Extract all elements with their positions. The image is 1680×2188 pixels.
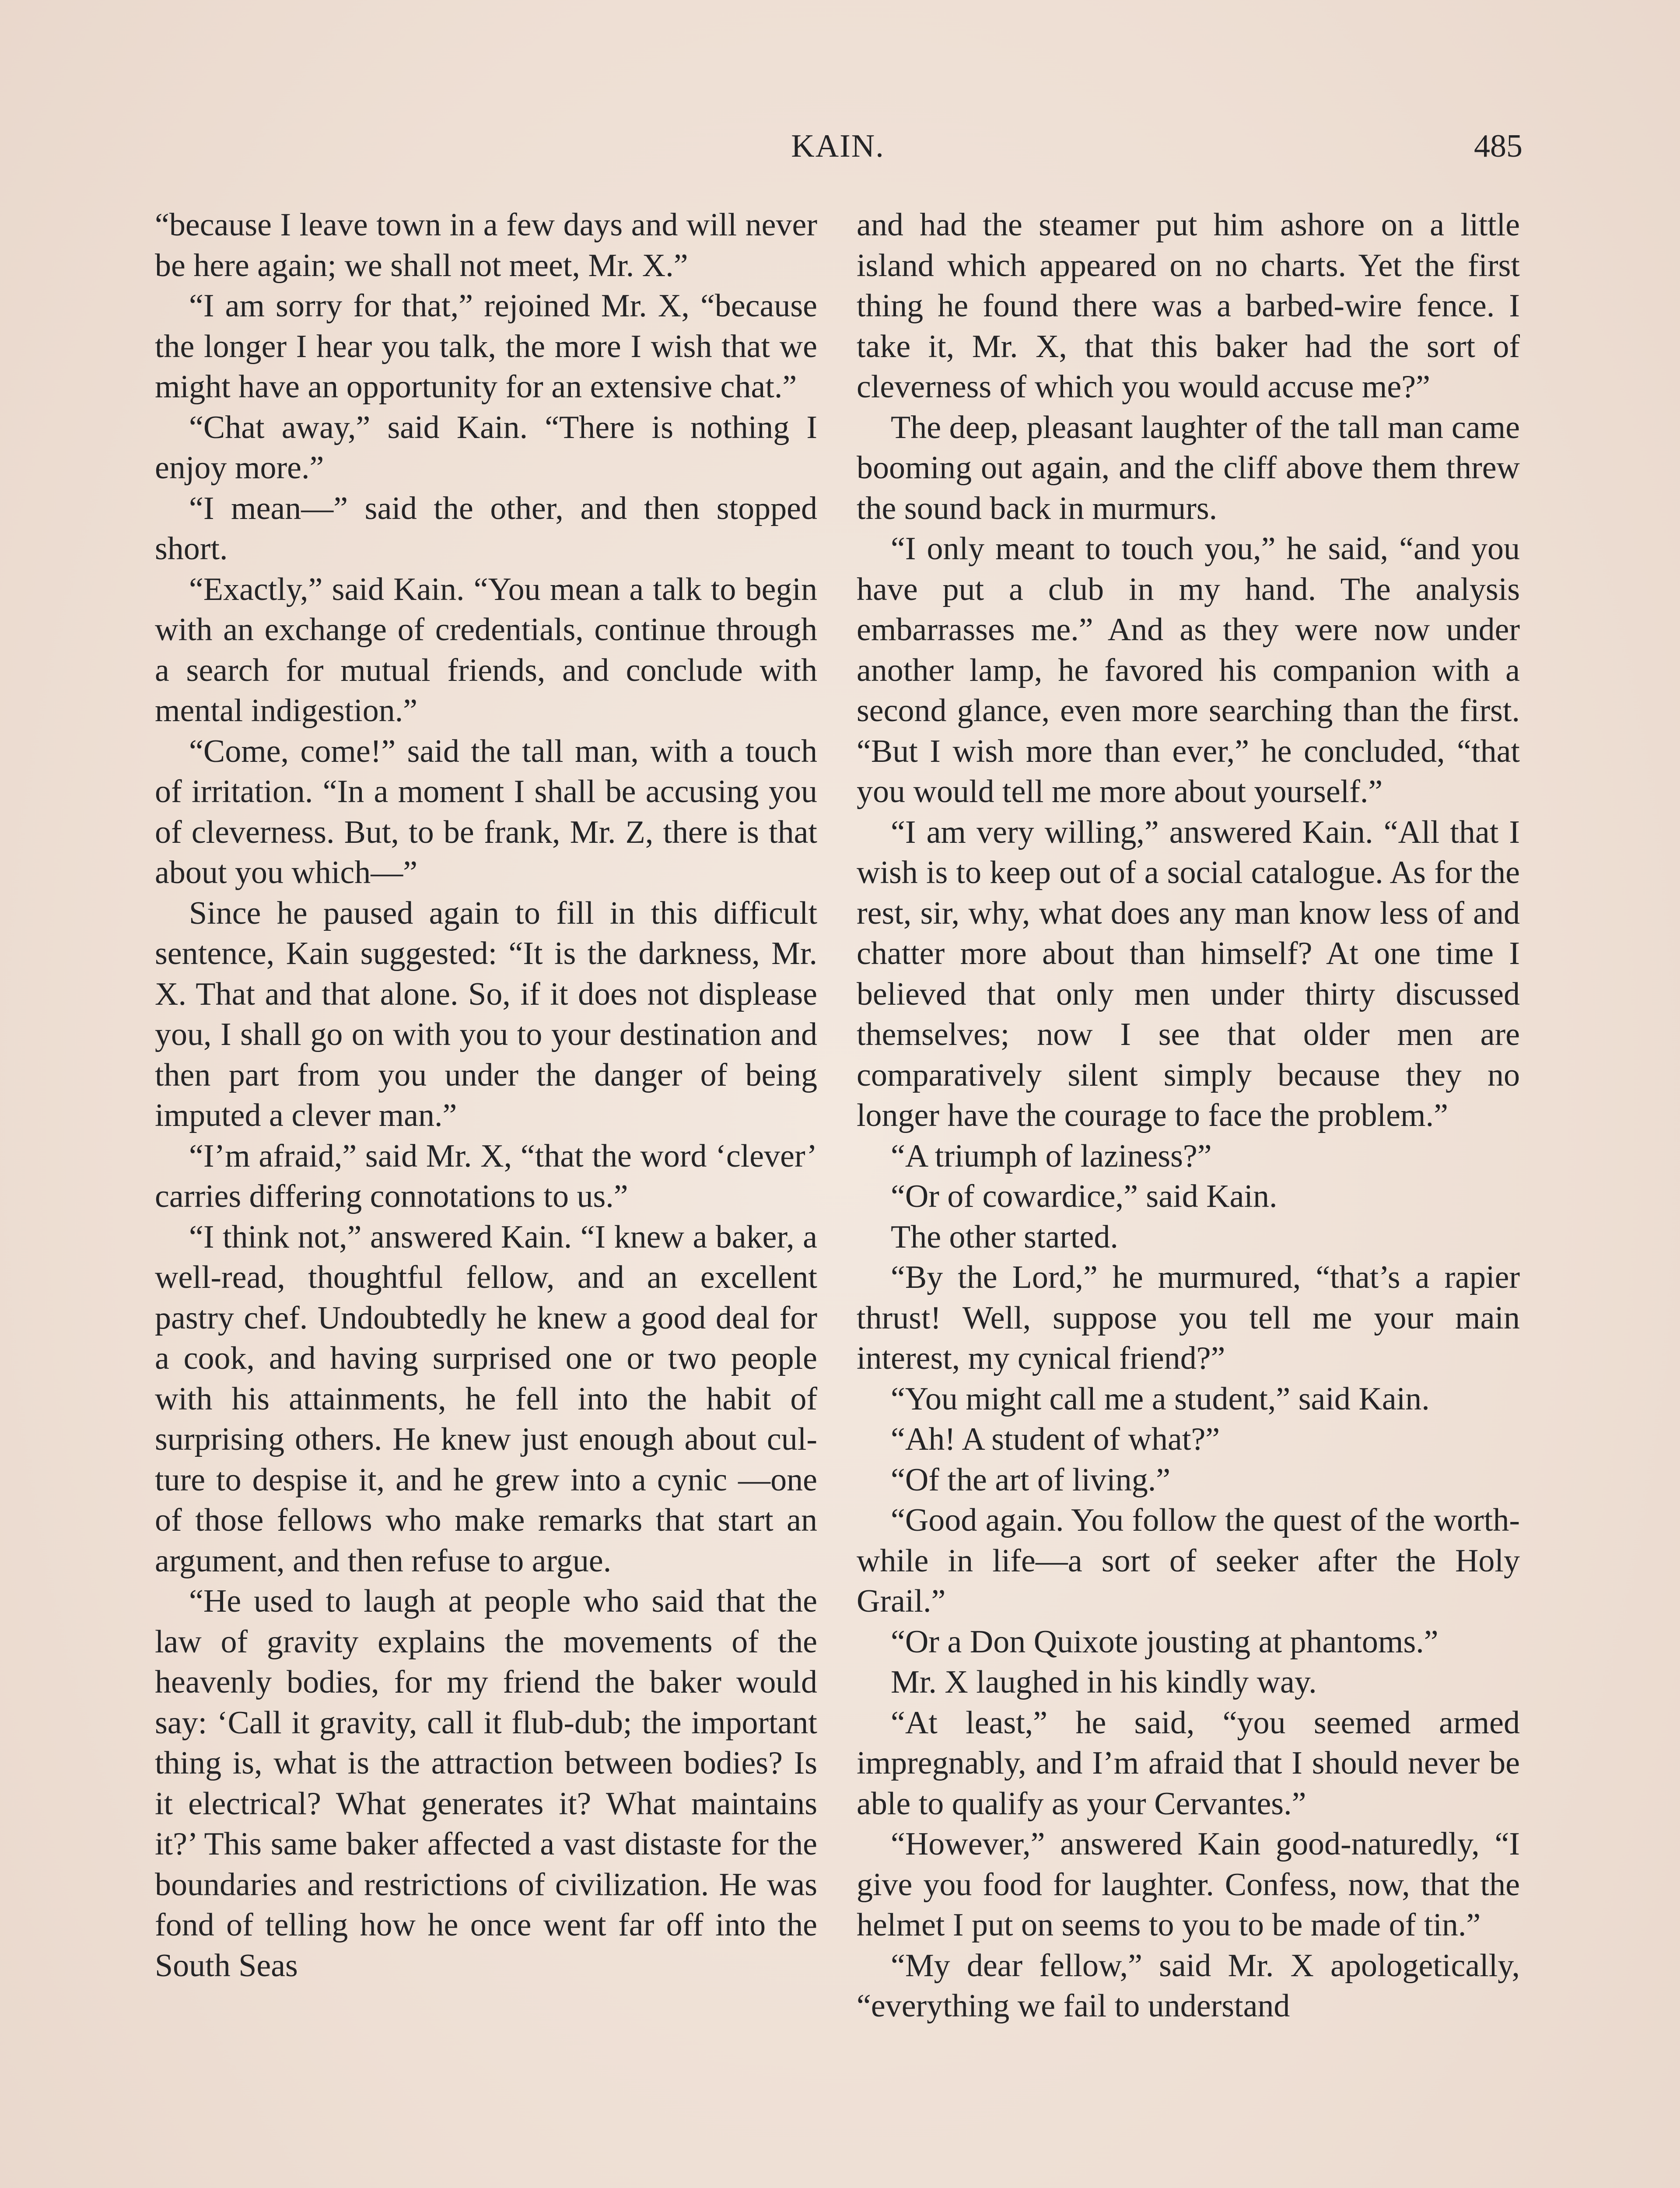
paragraph: “A triumph of laziness?” <box>891 1138 1212 1174</box>
paragraph: “Or of cowardice,” said Kain. <box>891 1178 1278 1214</box>
page-number: 485 <box>1474 128 1522 164</box>
paragraph: “He used to laugh at people who said that the law of gravity explains the movements of the heavenly bodies, for my friend the baker would say: ‘Call it gravity, call it flub-dub; the important thing is, what is the attraction between bodies? Is it electrical? What generates it? What maintains it?’ This same baker affected a vast distaste for the boundaries and restrictions of civilization. He was fond of telling how he once went far off into the South Seas <box>155 1583 817 1984</box>
paragraph: “Of the art of living.” <box>891 1462 1171 1498</box>
paragraph: Since he paused again to fill in this difficult sentence, Kain suggested: “It is the darkness, Mr. X. That and that alone. So, if it does not displease you, I shall go on with you to your destination and then part from you under the danger of being imputed a clever man.” <box>155 895 817 1133</box>
paragraph: “Exactly,” said Kain. “You mean a talk to begin with an exchange of credentials, continue through a search for mutual friends, and conclude with mental indigestion.” <box>155 571 817 729</box>
paragraph: “Chat away,” said Kain. “There is nothing I enjoy more.” <box>155 409 817 486</box>
paragraph: and had the steamer put him ashore on a little island which appeared on no charts. Yet the first thing he found there was a barbed-wire fence. I take it, Mr. X, that this baker had the sort of cleverness of which you would accuse me?” <box>857 207 1520 405</box>
paragraph: “However,” answered Kain good-naturedly, “I give you food for laughter. Confess, now, that the helmet I put on seems to you to be made of tin.” <box>857 1826 1520 1943</box>
paragraph: “Or a Don Quixote jousting at phantoms.” <box>891 1623 1438 1660</box>
paragraph: “I mean—” said the other, and then stopped short. <box>155 490 817 567</box>
paragraph: “I am very willing,” answered Kain. “All that I wish is to keep out of a social catalogue. As for the rest, sir, why, what does any man know less of and chatter more about than himself? At one time I believed that only men under thirty discussed themselves; now I see that older men are comparatively silent simply because they no longer have the courage to face the problem.” <box>857 814 1520 1133</box>
paragraph: “Ah! A student of what?” <box>891 1421 1220 1457</box>
paragraph: “Come, come!” said the tall man, with a touch of irritation. “In a moment I shall be accusing you of cleverness. But, to be frank, Mr. Z, there is that about you which—” <box>155 733 817 891</box>
paragraph: “My dear fellow,” said Mr. X apologetically, “everything we fail to understand <box>857 1947 1520 2024</box>
right-column <box>857 205 1520 2188</box>
paragraph: “By the Lord,” he murmured, “that’s a rapier thrust! Well, suppose you tell me your main interest, my cynical friend?” <box>857 1259 1520 1376</box>
left-column <box>155 205 817 2188</box>
paragraph: “Good again. You follow the quest of the worth-while in life—a sort of seeker after the Holy Grail.” <box>857 1502 1520 1619</box>
paragraph: “because I leave town in a few days and will never be here again; we shall not meet, Mr. X.” <box>155 207 817 284</box>
running-title: KAIN. <box>791 128 885 164</box>
paragraph: “At least,” he said, “you seemed armed impregnably, and I’m afraid that I should never be able to qualify as your Cervantes.” <box>857 1704 1520 1822</box>
paragraph: Mr. X laughed in his kindly way. <box>891 1664 1317 1700</box>
paragraph: “I think not,” answered Kain. “I knew a baker, a well-read, thoughtful fellow, and an excellent pastry chef. Undoubtedly he knew a good deal for a cook, and having surprised one or two people with his attainments, he fell into the habit of surprising others. He knew just enough about culture to despise it, and he grew into a cynic —one of those fellows who make remarks that start an argument, and then refuse to argue. <box>155 1219 817 1579</box>
paragraph: “I’m afraid,” said Mr. X, “that the word ‘clever’ carries differing connotations to us.” <box>155 1138 817 1214</box>
paragraph: “I only meant to touch you,” he said, “and you have put a club in my hand. The analysis embarrasses me.” And as they were now under another lamp, he favored his companion with a second glance, even more searching than the first. “But I wish more than ever,” he concluded, “that you would tell me more about yourself.” <box>857 531 1520 810</box>
page-header <box>153 128 1522 176</box>
paragraph: “You might call me a student,” said Kain. <box>891 1381 1430 1417</box>
paragraph: “I am sorry for that,” rejoined Mr. X, “because the longer I hear you talk, the more I wish that we might have an opportunity for an extensive chat.” <box>155 288 817 405</box>
paragraph: The deep, pleasant laughter of the tall man came booming out again, and the cliff above them threw the sound back in murmurs. <box>857 409 1520 526</box>
paragraph: The other started. <box>891 1219 1118 1255</box>
